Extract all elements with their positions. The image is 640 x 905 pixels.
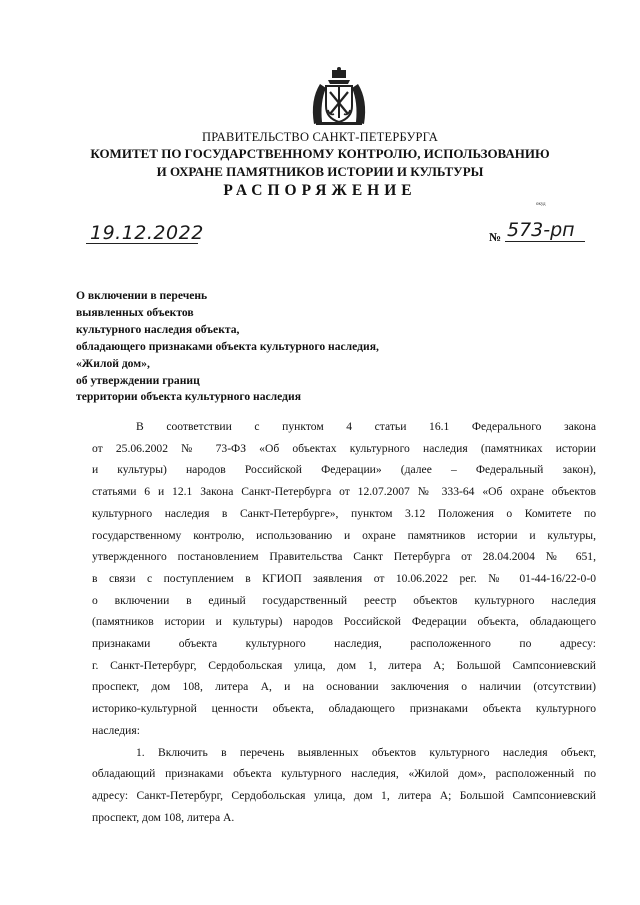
body-line: проспект, дом 108, литера А, и на основании заключения о наличии (отсутствии)	[92, 680, 596, 694]
document-body	[92, 416, 596, 828]
title-line: выявленных объектов	[76, 305, 194, 319]
okud-label: окуд	[536, 202, 546, 207]
body-line: обладающий признаками объекта культурного наследия, «Жилой дом», расположенный по	[92, 767, 596, 781]
clause-1-paragraph	[92, 742, 596, 829]
title-line: «Жилой дом»,	[76, 356, 150, 370]
document-number: 573-рп	[507, 219, 575, 241]
committee-name-line1: КОМИТЕТ ПО ГОСУДАРСТВЕННОМУ КОНТРОЛЮ, ИСПОЛЬЗОВАНИЮ	[90, 146, 550, 161]
body-line: утвержденного постановлением Правительства Санкт Петербурга от 28.04.2004 № 651,	[92, 550, 596, 564]
title-line: обладающего признаками объекта культурного наследия,	[76, 339, 379, 353]
body-line: наследия:	[92, 723, 140, 737]
coat-of-arms-emblem	[306, 66, 372, 128]
body-line: проспект, дом 108, литера А.	[92, 810, 235, 824]
body-line: г. Санкт-Петербург, Сердобольская улица, дом 1, литера А; Большой Сампсониевский	[92, 658, 596, 672]
title-line: О включении в перечень	[76, 289, 208, 302]
body-line: признаками объекта культурного наследия, расположенного по адресу:	[92, 637, 596, 651]
body-line: от 25.06.2002 № 73-ФЗ «Об объектах культурного наследия (памятниках истории	[92, 441, 596, 455]
body-line: о включении в единый государственный реестр объектов культурного наследия	[92, 593, 596, 607]
document-title	[76, 288, 379, 406]
body-line: (памятников истории и культуры) народов Российской Федерации объекта, обладающего	[92, 615, 596, 629]
body-line: 1. Включить в перечень выявленных объектов культурного наследия объект,	[136, 745, 596, 759]
number-sign: №	[489, 230, 502, 244]
document-date-field	[86, 222, 204, 246]
government-name: ПРАВИТЕЛЬСТВО САНКТ-ПЕТЕРБУРГА	[202, 130, 438, 144]
title-line: об утверждении границ	[76, 373, 200, 387]
preamble-paragraph	[92, 416, 596, 742]
title-line: культурного наследия объекта,	[76, 322, 240, 336]
body-line: адресу: Санкт-Петербург, Сердобольская улица, дом 1, литера А; Большой Сампсониевский	[92, 788, 596, 802]
title-line: территории объекта культурного наследия	[76, 390, 301, 404]
body-line: и культуры) народов Российской Федерации» (далее – Федеральный закон),	[92, 463, 596, 477]
number-underline	[505, 241, 585, 242]
body-line: историко-культурной ценности объекта, обладающего признаками объекта культурного	[92, 702, 596, 716]
document-type: РАСПОРЯЖЕНИЕ	[223, 182, 417, 199]
body-line: государственному контролю, использованию и охране памятников истории и культуры,	[92, 528, 596, 542]
body-line: в связи с поступлением в КГИОП заявления от 10.06.2022 рег. № 01-44-16/22-0-0	[92, 571, 596, 585]
body-line: В соответствии с пунктом 4 статьи 16.1 Федерального закона	[136, 420, 596, 433]
committee-name-line2: И ОХРАНЕ ПАМЯТНИКОВ ИСТОРИИ И КУЛЬТУРЫ	[156, 164, 484, 179]
date-underline	[86, 243, 198, 244]
document-date: 19.12.2022	[90, 222, 204, 244]
document-number-field	[505, 219, 585, 245]
body-line: культурного наследия в Санкт-Петербурге», пунктом 3.12 Положения о Комитете по	[92, 506, 596, 520]
body-line: статьями 6 и 12.1 Закона Санкт-Петербурга от 12.07.2007 № 333-64 «Об охране объектов	[92, 485, 596, 499]
